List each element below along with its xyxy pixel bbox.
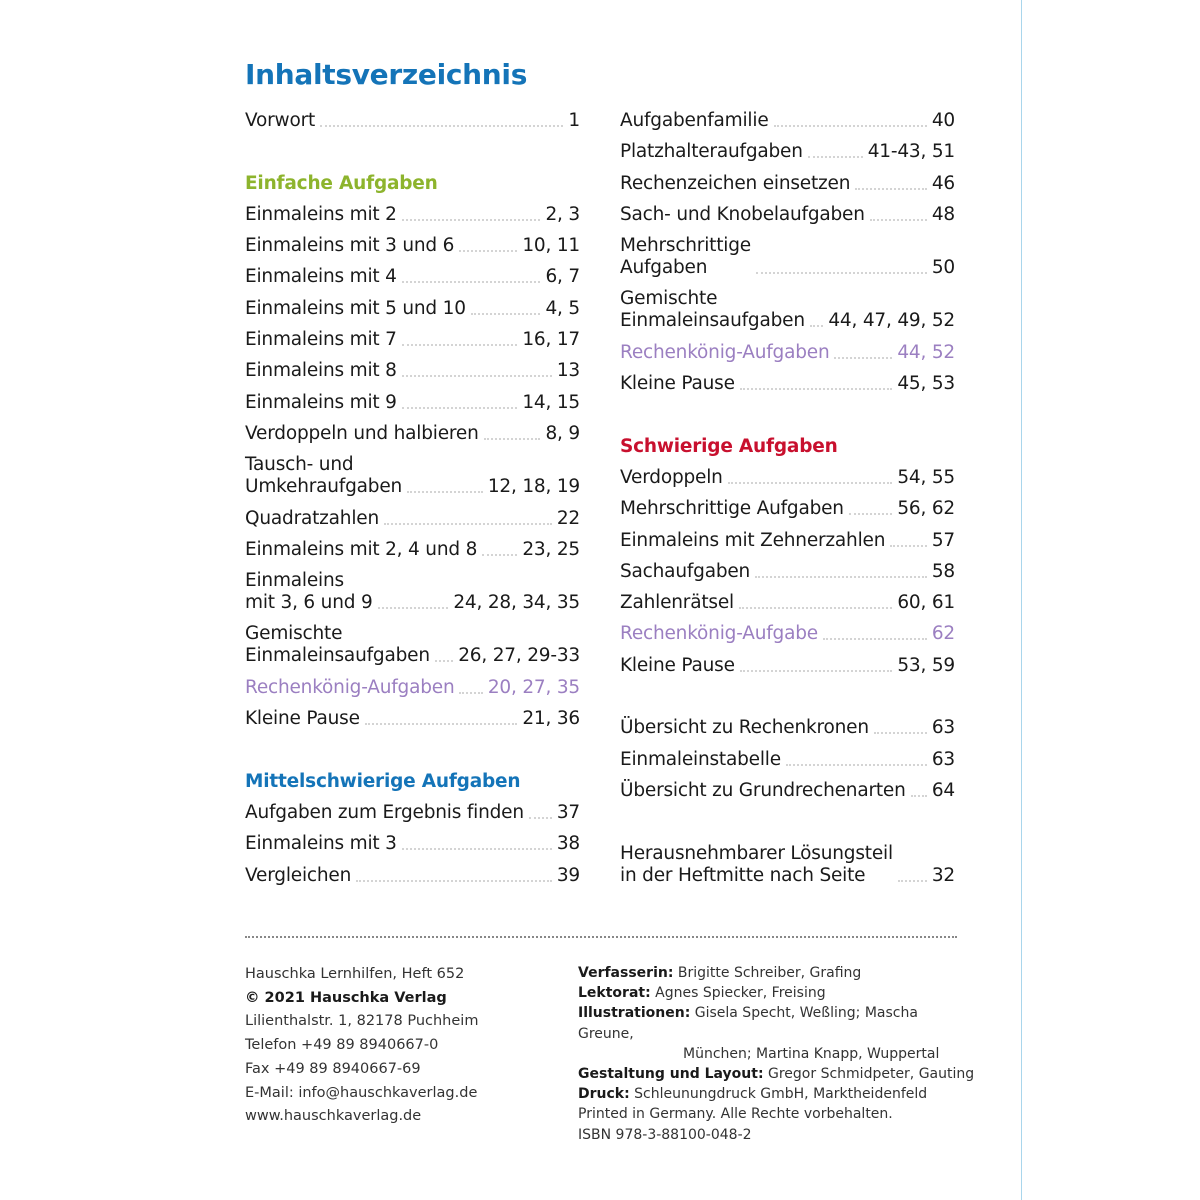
toc-entry[interactable]	[245, 833, 580, 855]
toc-entry-page: 53, 59	[897, 654, 955, 676]
toc-entry[interactable]	[245, 329, 580, 351]
toc-entry[interactable]	[245, 454, 580, 498]
toc-entry[interactable]	[245, 802, 580, 824]
toc-entry-label: Einmaleins mit 2	[245, 203, 397, 225]
credit-isbn: ISBN 978-3-88100-048-2	[578, 1126, 752, 1143]
toc-entry-page: 23, 25	[522, 538, 580, 560]
toc-entry[interactable]	[245, 570, 580, 614]
toc-entry[interactable]	[245, 204, 580, 226]
toc-entry-label: Mehrschrittige Aufgaben	[620, 498, 844, 520]
toc-entry-label: Einmaleins mit 2, 4 und 8	[245, 538, 478, 560]
imprint-publisher	[245, 963, 478, 1129]
credit-print: Druck: Schleunungdruck GmbH, Marktheidenfeld	[578, 1086, 928, 1103]
toc-entry-page: 20, 27, 35	[487, 676, 580, 698]
toc-entry-label: Gemischte Einmaleinsaufgaben	[620, 288, 805, 332]
toc-entry-label: Mehrschrittige Aufgaben	[620, 235, 751, 279]
toc-entry-label: Gemischte Einmaleinsaufgaben	[245, 623, 430, 667]
toc-entry-label: Quadratzahlen	[245, 507, 379, 529]
toc-entry-label: Einmaleins mit 3 und 6	[245, 235, 455, 257]
toc-entry[interactable]	[620, 235, 955, 279]
imprint-copyright: © 2021 Hauschka Verlag	[245, 989, 447, 1006]
toc-entry-page: 21, 36	[522, 708, 580, 730]
toc-entry-label: Einmaleins mit 7	[245, 329, 397, 351]
toc-entry[interactable]	[620, 498, 955, 520]
page-edge-line	[1021, 0, 1022, 1200]
imprint-street: Lilienthalstr. 1, 82178 Puchheim	[245, 1013, 479, 1030]
toc-entry-page: 8, 9	[545, 422, 580, 444]
toc-entry-page: 41-43, 51	[867, 141, 955, 163]
toc-entry-page: 24, 28, 34, 35	[453, 592, 580, 614]
toc-entry-page: 4, 5	[545, 297, 580, 319]
credit-country: Printed in Germany. Alle Rechte vorbehalten.	[578, 1106, 893, 1123]
dotted-divider	[245, 936, 957, 938]
toc-entry[interactable]	[245, 677, 580, 699]
toc-entry-page: 44, 47, 49, 52	[828, 310, 955, 332]
einfache-list	[245, 204, 580, 730]
toc-left-column	[245, 110, 580, 896]
toc-entry-page: 54, 55	[897, 466, 955, 488]
toc-right-column	[620, 110, 955, 896]
toc-entry-label: Verdoppeln und halbieren	[245, 422, 479, 444]
toc-entry[interactable]	[245, 423, 580, 445]
toc-entry-label: Übersicht zu Grundrechenarten	[620, 779, 906, 801]
toc-entry-page: 39	[556, 864, 580, 886]
toc-entry-page: 12, 18, 19	[487, 476, 580, 498]
continued-list	[620, 110, 955, 395]
toc-entry[interactable]	[620, 173, 955, 195]
toc-entry[interactable]	[245, 266, 580, 288]
toc-entry-label: Einmaleins mit 8	[245, 360, 397, 382]
imprint-web[interactable]: www.hauschkaverlag.de	[245, 1108, 422, 1125]
credit-author: Verfasserin: Brigitte Schreiber, Grafing	[578, 965, 862, 981]
schwierig-list	[620, 467, 955, 677]
imprint-series: Hauschka Lernhilfen, Heft 652	[245, 966, 465, 982]
toc-entry[interactable]	[620, 342, 955, 364]
toc-entry[interactable]	[620, 110, 955, 132]
toc-entry-label: Einmaleinstabelle	[620, 748, 781, 770]
toc-entry-label: Tausch- und Umkehraufgaben	[245, 454, 403, 498]
toc-entry-page: 14, 15	[522, 391, 580, 413]
toc-entry-label: Aufgabenfamilie	[620, 110, 769, 131]
toc-entry[interactable]	[245, 865, 580, 887]
toc-entry-page: 62	[931, 623, 955, 645]
section-heading-schwierig: Schwierige Aufgaben	[620, 435, 838, 457]
toc-entry[interactable]	[245, 623, 580, 667]
extras-list	[620, 717, 955, 802]
toc-entry-label: Kleine Pause	[620, 654, 735, 676]
toc-entry-label: Sachaufgaben	[620, 560, 751, 582]
toc-entry-page: 57	[931, 529, 955, 551]
toc-entry-page: 16, 17	[522, 329, 580, 351]
toc-entry-page: 63	[931, 748, 955, 770]
toc-entry-label: Einmaleins mit 5 und 10	[245, 297, 466, 319]
section-heading-mittel: Mittelschwierige Aufgaben	[245, 770, 521, 792]
toc-entry-label: Einmaleins mit 9	[245, 391, 397, 413]
toc-entry-label: Einmaleins mit 4	[245, 266, 397, 288]
toc-entry-page: 37	[556, 801, 580, 823]
toc-entry[interactable]	[620, 780, 955, 802]
toc-entry-page: 2, 3	[545, 203, 580, 225]
toc-entry-label: Rechenkönig-Aufgaben	[620, 341, 830, 363]
toc-entry-vorwort[interactable]: Vorwort 1	[245, 110, 580, 131]
toc-entry-label: Rechenkönig-Aufgaben	[245, 676, 455, 698]
toc-entry-label: Platzhalteraufgaben	[620, 141, 803, 163]
toc-entry[interactable]	[620, 467, 955, 489]
imprint-credits	[578, 963, 978, 1145]
toc-entry-page: 56, 62	[897, 498, 955, 520]
toc-entry-page: 58	[931, 560, 955, 582]
toc-entry[interactable]	[620, 373, 955, 395]
toc-entry-label: Rechenzeichen einsetzen	[620, 172, 851, 194]
toc-entry[interactable]	[245, 298, 580, 320]
toc-entry[interactable]	[620, 530, 955, 552]
credit-design: Gestaltung und Layout: Gregor Schmidpeter, Gauting	[578, 1066, 975, 1083]
toc-entry-page: 63	[931, 717, 955, 739]
toc-entry-page: 60, 61	[897, 592, 955, 614]
toc-entry[interactable]	[620, 561, 955, 583]
toc-entry[interactable]	[620, 592, 955, 614]
toc-entry-page: 40	[931, 110, 955, 131]
toc-entry[interactable]	[620, 717, 955, 739]
imprint-email[interactable]: E-Mail: info@hauschkaverlag.de	[245, 1084, 478, 1101]
toc-entry-label: Übersicht zu Rechenkronen	[620, 717, 869, 739]
toc-entry-label: Einmaleins mit Zehnerzahlen	[620, 529, 886, 551]
toc-entry[interactable]	[245, 508, 580, 530]
credit-editor: Lektorat: Agnes Spiecker, Freising	[578, 985, 826, 1002]
section-heading-einfache: Einfache Aufgaben	[245, 172, 438, 194]
toc-entry-loesungsteil[interactable]: Herausnehmbarer Lösungsteil in der Heftmitte nach Seite 32	[620, 842, 955, 886]
toc-entry-page: 10, 11	[522, 235, 580, 257]
page-title: Inhaltsverzeichnis	[245, 58, 528, 91]
toc-entry-page: 6, 7	[545, 266, 580, 288]
toc-entry-page: 44, 52	[897, 341, 955, 363]
toc-entry[interactable]	[245, 360, 580, 382]
toc-entry-label: Einmaleins mit 3	[245, 833, 397, 855]
toc-entry-label: Einmaleins mit 3, 6 und 9	[245, 570, 373, 614]
toc-entry[interactable]	[245, 235, 580, 257]
toc-entry[interactable]	[620, 141, 955, 163]
toc-entry-label: Zahlenrätsel	[620, 592, 734, 614]
toc-entry-page: 22	[556, 507, 580, 529]
credit-illustrations: Illustrationen: Gisela Specht, Weßling; Mascha Greune, München; Martina Knapp, Wuppertal	[578, 1005, 940, 1062]
mittel-list	[245, 802, 580, 887]
toc-entry-page: 50	[931, 257, 955, 279]
toc-entry-page: 46	[931, 172, 955, 194]
toc-entry-label: Aufgaben zum Ergebnis finden	[245, 801, 524, 823]
toc-entry[interactable]	[620, 655, 955, 677]
toc-entry-label: Sach- und Knobelaufgaben	[620, 203, 865, 225]
toc-entry[interactable]	[245, 539, 580, 561]
imprint-phone: Telefon +49 89 8940667-0	[245, 1037, 439, 1054]
toc-entry-page: 38	[556, 833, 580, 855]
toc-entry-label: Kleine Pause	[245, 708, 360, 730]
toc-entry-page: 64	[931, 779, 955, 801]
toc-entry[interactable]	[620, 749, 955, 771]
toc-entry-page: 45, 53	[897, 373, 955, 395]
toc-entry-page: 13	[556, 360, 580, 382]
toc-entry-page: 48	[931, 203, 955, 225]
toc-entry-label: Verdoppeln	[620, 466, 723, 488]
toc-entry[interactable]	[245, 392, 580, 414]
toc-entry-label: Vergleichen	[245, 864, 352, 886]
toc-entry[interactable]	[620, 204, 955, 226]
toc-entry-label: Rechenkönig-Aufgabe	[620, 623, 818, 645]
toc-entry[interactable]	[245, 708, 580, 730]
toc-entry-label: Kleine Pause	[620, 373, 735, 395]
toc-entry[interactable]	[620, 288, 955, 332]
toc-entry-page: 26, 27, 29-33	[458, 645, 580, 667]
toc-entry[interactable]	[620, 623, 955, 645]
imprint-fax: Fax +49 89 8940667-69	[245, 1060, 421, 1077]
